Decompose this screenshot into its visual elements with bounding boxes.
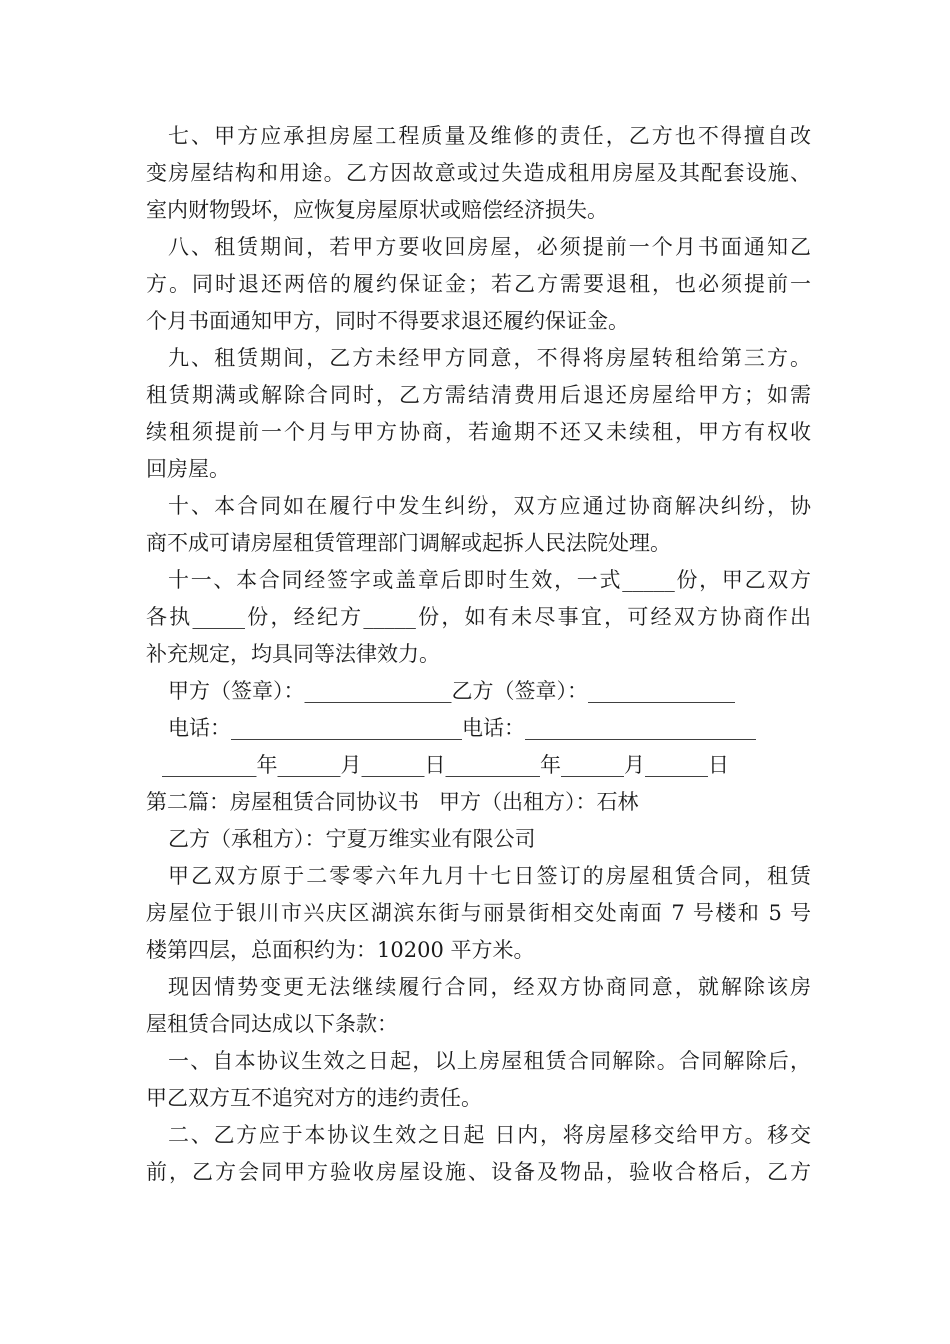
text-line: 十一、本合同经签字或盖章后即时生效，一式_____份，甲乙双方 (168, 568, 811, 592)
text-line: 各执_____份，经纪方_____份，如有未尽事宜，可经双方协商作出 (146, 605, 811, 629)
text-line: 八、租赁期间，若甲方要收回房屋，必须提前一个月书面通知乙 (168, 235, 811, 259)
text-line: 方。同时退还两倍的履约保证金；若乙方需要退租，也必须提前一 (146, 272, 811, 296)
text-line: 一、自本协议生效之日起，以上房屋租赁合同解除。合同解除后， (168, 1049, 811, 1073)
text-line: 前，乙方会同甲方验收房屋设施、设备及物品，验收合格后，乙方 (146, 1160, 811, 1184)
text-line: 回房屋。 (146, 457, 230, 481)
text-line: 甲乙双方互不追究对方的违约责任。 (146, 1086, 482, 1110)
text-line: 楼第四层，总面积约为：10200 平方米。 (146, 938, 535, 962)
text-line: 续租须提前一个月与甲方协商，若逾期不还又未续租，甲方有权收 (146, 420, 811, 444)
text-line: 乙方（承租方）：宁夏万维实业有限公司 (168, 827, 536, 851)
text-line: 房屋位于银川市兴庆区湖滨东街与丽景街相交处南面 7 号楼和 5 号 (146, 901, 811, 925)
date-line: _________年______月______日_________年______月______日 (162, 753, 729, 777)
text-line: 现因情势变更无法继续履行合同，经双方协商同意，就解除该房 (168, 975, 811, 999)
text-line: 屋租赁合同达成以下条款： (146, 1012, 398, 1036)
text-line: 二、乙方应于本协议生效之日起 日内，将房屋移交给甲方。移交 (168, 1123, 811, 1147)
text-line: 个月书面通知甲方，同时不得要求退还履约保证金。 (146, 309, 629, 333)
text-line: 七、甲方应承担房屋工程质量及维修的责任，乙方也不得擅自改 (168, 124, 811, 148)
phone-line: 电话：______________________电话：______________________ (168, 716, 756, 740)
signature-line: 甲方（签章）：______________乙方（签章）：______________ (168, 679, 735, 703)
text-line: 室内财物毁坏，应恢复房屋原状或赔偿经济损失。 (146, 198, 608, 222)
text-line: 补充规定，均具同等法律效力。 (146, 642, 440, 666)
text-line: 商不成可请房屋租赁管理部门调解或起拆人民法院处理。 (146, 531, 671, 555)
text-line: 变房屋结构和用途。乙方因故意或过失造成租用房屋及其配套设施、 (146, 161, 811, 185)
text-line: 九、租赁期间，乙方未经甲方同意，不得将房屋转租给第三方。 (168, 346, 811, 370)
section-heading: 第二篇：房屋租赁合同协议书 甲方（出租方）：石林 (146, 790, 639, 814)
text-line: 十、本合同如在履行中发生纠纷，双方应通过协商解决纠纷，协 (168, 494, 811, 518)
text-line: 租赁期满或解除合同时，乙方需结清费用后退还房屋给甲方；如需 (146, 383, 811, 407)
text-line: 甲乙双方原于二零零六年九月十七日签订的房屋租赁合同，租赁 (168, 864, 811, 888)
